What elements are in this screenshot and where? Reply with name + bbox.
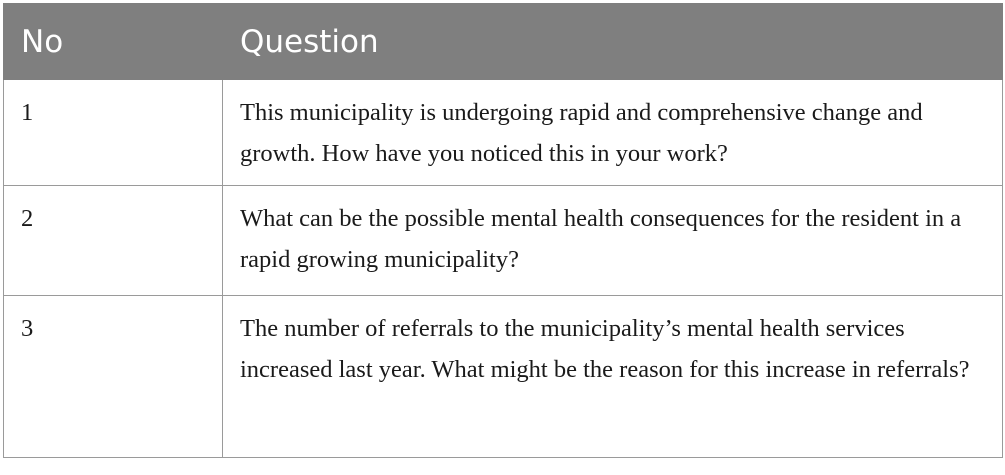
table-row bbox=[4, 296, 1003, 458]
questions-table bbox=[3, 3, 1003, 458]
question-text: The number of referrals to the municipality’s mental health services increased last year. What might be the reason for this increase in referrals? bbox=[223, 296, 1003, 458]
question-text: What can be the possible mental health consequences for the resident in a rapid growing municipality? bbox=[223, 186, 1003, 296]
header-row bbox=[4, 4, 1003, 80]
row-number: 2 bbox=[4, 186, 223, 296]
row-number: 1 bbox=[4, 80, 223, 186]
table-body bbox=[4, 80, 1003, 458]
question-text: This municipality is undergoing rapid and comprehensive change and growth. How have you noticed this in your work? bbox=[223, 80, 1003, 186]
column-header-no: No bbox=[4, 4, 223, 80]
table-header bbox=[4, 4, 1003, 80]
table-row bbox=[4, 80, 1003, 186]
table-row bbox=[4, 186, 1003, 296]
column-header-question: Question bbox=[223, 4, 1003, 80]
row-number: 3 bbox=[4, 296, 223, 458]
